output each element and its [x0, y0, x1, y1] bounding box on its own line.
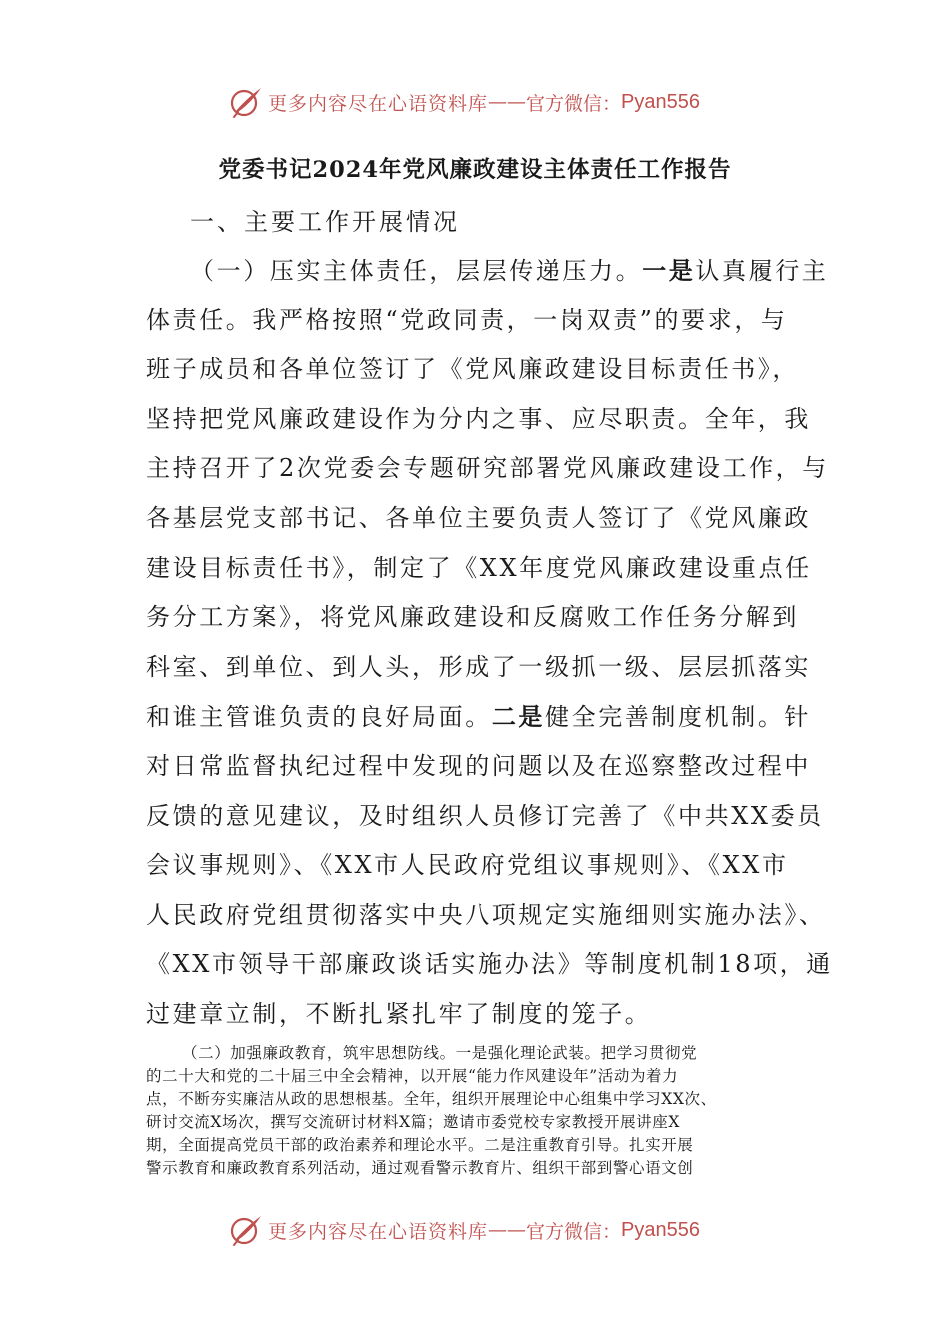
- paragraph-line: 过建章立制，不断扎紧扎牢了制度的笼子。: [146, 999, 652, 1028]
- paragraph-line: 的二十大和党的二十届三中全会精神，以开展“能力作风建设年”活动为着力: [146, 1067, 679, 1085]
- line-text: 和谁主管谁负责的良好局面。: [146, 703, 492, 732]
- document-title: 党委书记2024年党风廉政建设主体责任工作报告: [218, 157, 732, 183]
- banner-wechat-id: Pyan556: [621, 90, 700, 113]
- paragraph-line: 各基层党支部书记、各单位主要负责人签订了《党风廉政: [146, 503, 811, 532]
- banner-separator: ——: [488, 91, 527, 113]
- paragraph-line: 班子成员和各单位签订了《党风廉政建设目标责任书》，: [146, 355, 799, 384]
- banner-wechat-label: 官方微信：: [526, 92, 622, 115]
- paragraph-line: 务分工方案》，将党风廉政建设和反腐败工作任务分解到: [146, 603, 799, 632]
- paragraph-line: 科室、到单位、到人头，形成了一级抓一级、层层抓落实: [146, 652, 811, 681]
- banner-site-text: 更多内容尽在心语资料库: [268, 92, 489, 115]
- bold-marker: 一是: [642, 256, 696, 285]
- paragraph-line: 会议事规则》、《XX市人民政府党组议事规则》、《XX市: [146, 851, 789, 880]
- line-text: 认真履行主: [695, 257, 829, 285]
- bold-marker: 二是: [491, 702, 546, 732]
- paragraph-line: 点，不断夯实廉洁从政的思想根基。全年，组织开展理论中心组集中学习XX次、: [146, 1090, 717, 1108]
- paragraph-line: 警示教育和廉政教育系列活动，通过观看警示教育片、组织干部到警心语文创: [146, 1159, 694, 1177]
- top-banner: [228, 80, 748, 124]
- paragraph-line: 建设目标责任书》，制定了《XX年度党风廉政建设重点任: [146, 553, 812, 582]
- quill-logo-icon: [228, 84, 264, 120]
- paragraph-2: [146, 1042, 826, 1180]
- bottom-banner: [228, 1208, 748, 1252]
- paragraph-line: 对日常监督执纪过程中发现的问题以及在巡察整改过程中: [146, 751, 811, 780]
- line-text: （一）压实主体责任，层层传递压力。: [190, 257, 643, 285]
- paragraph-line: 反馈的意见建议，及时组织人员修订完善了《中共XX委员: [146, 801, 824, 830]
- paragraph-line: 主持召开了2次党委会专题研究部署党风廉政建设工作，与: [146, 454, 829, 483]
- quill-logo-icon: [228, 1212, 264, 1248]
- banner-separator: ——: [488, 1219, 527, 1241]
- banner-wechat-label: 官方微信：: [526, 1220, 622, 1243]
- paragraph-line: 人民政府党组贯彻落实中央八项规定实施细则实施办法》、: [146, 900, 826, 929]
- paragraph-line: 研讨交流X场次，撰写交流研讨材料X篇；邀请市委党校专家教授开展讲座X: [146, 1113, 681, 1131]
- paragraph-line: 期，全面提高党员干部的政治素养和理论水平。二是注重教育引导。扎实开展: [146, 1136, 694, 1154]
- paragraph-line: 坚持把党风廉政建设作为分内之事、应尽职责。全年，我: [146, 404, 811, 433]
- paragraph-1: [146, 246, 833, 1040]
- paragraph-line: （二）加强廉政教育，筑牢思想防线。一是强化理论武装。把学习贯彻党: [182, 1044, 698, 1062]
- paragraph-line: 体责任。我严格按照“党政同责，一岗双责”的要求，与: [146, 305, 788, 334]
- banner-site-text: 更多内容尽在心语资料库: [268, 1220, 489, 1243]
- paragraph-line: 《XX市领导干部廉政谈话实施办法》等制度机制18项，通: [146, 950, 833, 979]
- line-text: 健全完善制度机制。针: [545, 703, 812, 732]
- paragraph-line: [146, 692, 812, 742]
- paragraph-line: [146, 246, 829, 296]
- banner-wechat-id: Pyan556: [621, 1218, 700, 1241]
- section-heading: 一、主要工作开展情况: [190, 208, 460, 236]
